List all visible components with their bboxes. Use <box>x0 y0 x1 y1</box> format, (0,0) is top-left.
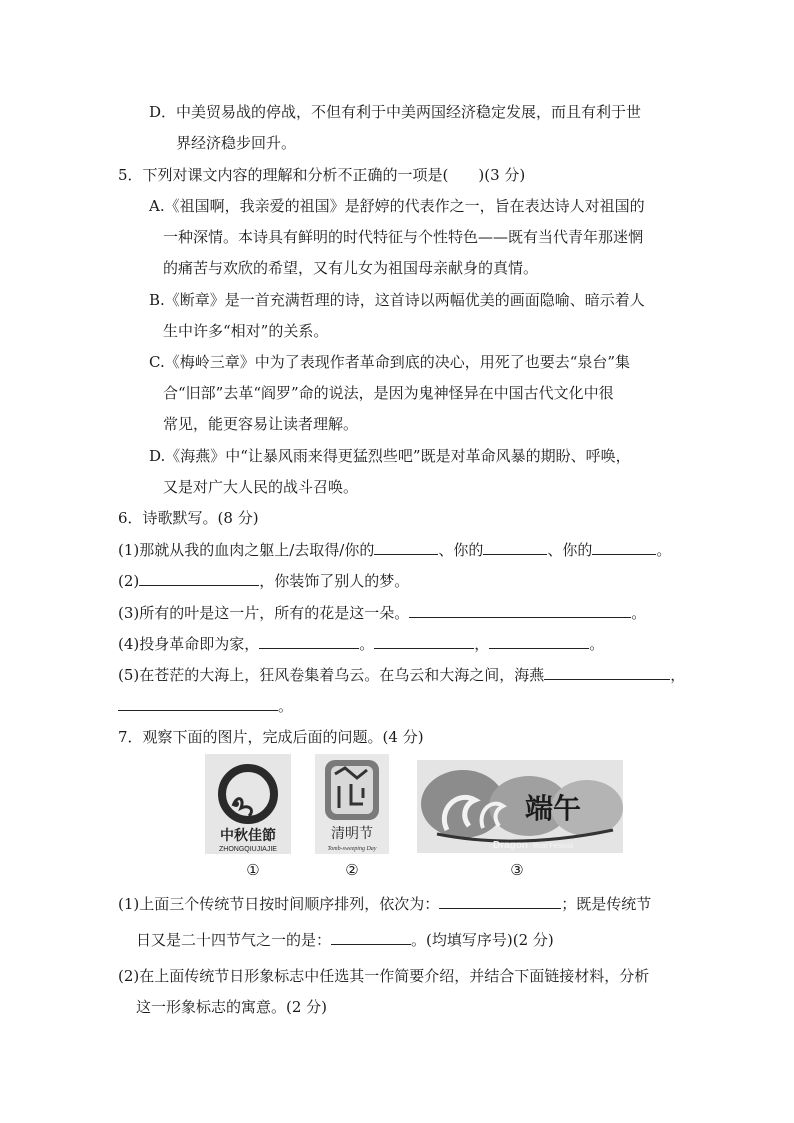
q5-option-d-line-1: D.《海燕》中“让暴风雨来得更猛烈些吧”既是对革命风暴的期盼、呼唤， <box>149 447 631 465</box>
q7-sub-1-text-a: (1)上面三个传统节日按时间顺序排列，依次为： <box>118 895 440 913</box>
seal-icon <box>315 754 389 854</box>
moon-circle-icon <box>205 754 291 854</box>
q6-item-5-text-b: ， <box>670 666 686 684</box>
mid-autumn-logo <box>205 754 291 854</box>
dragon-icon <box>417 760 623 853</box>
q7-sub-1-line-1 <box>118 893 651 914</box>
q5-option-b-line-2: 生中许多“相对”的关系。 <box>163 322 329 340</box>
dragon-boat-logo <box>417 760 623 853</box>
answer-blank[interactable] <box>139 570 259 586</box>
q6-item-2 <box>118 570 409 591</box>
answer-blank[interactable] <box>592 539 656 555</box>
qingming-logo <box>315 754 389 854</box>
logo-2-title: 清明节 <box>331 825 373 841</box>
logo-3-title: 端午 <box>524 792 582 825</box>
q6-item-5-text-c: 。 <box>278 697 294 715</box>
answer-blank[interactable] <box>483 539 547 555</box>
q6-item-5 <box>118 664 685 685</box>
q5-option-c-line-2: 合“旧部”去革“阎罗”命的说法，是因为鬼神怪异在中国古代文化中很 <box>163 384 614 402</box>
answer-blank[interactable] <box>331 929 411 945</box>
logo-2-subtitle: Tomb-sweeping Day <box>327 846 377 852</box>
q6-item-3 <box>118 602 646 623</box>
logo-1-title: 中秋佳節 <box>220 827 276 843</box>
q6-item-4 <box>118 633 604 654</box>
q7-sub-1-line-2 <box>136 929 554 950</box>
q7-sub-1-text-c: 日又是二十四节气之一的是： <box>136 931 332 949</box>
option-d-line-1: D．中美贸易战的停战，不但有利于中美两国经济稳定发展，而且有利于世 <box>149 103 642 121</box>
answer-blank[interactable] <box>374 633 474 649</box>
answer-blank[interactable] <box>544 664 670 680</box>
answer-blank[interactable] <box>409 602 631 618</box>
q6-item-3-text-a: (3)所有的叶是这一片，所有的花是这一朵。 <box>118 604 410 622</box>
q6-item-2-text-b: ，你装饰了别人的梦。 <box>259 572 410 590</box>
question-7-stem: 7．观察下面的图片，完成后面的问题。(4 分) <box>118 728 424 746</box>
logo-3-subtitle-a: Dragon <box>493 840 528 851</box>
q6-item-2-text-a: (2) <box>118 572 140 590</box>
q7-sub-1-text-b: ；既是传统节 <box>561 895 652 913</box>
q5-option-a-line-3: 的痛苦与欢欣的希望，又有儿女为祖国母亲献身的真情。 <box>163 259 539 277</box>
logo-1-number: ① <box>246 861 260 879</box>
question-5-stem: 5．下列对课文内容的理解和分析不正确的一项是( )(3 分) <box>118 166 526 184</box>
answer-blank[interactable] <box>439 893 561 909</box>
q5-option-c-line-1: C.《梅岭三章》中为了表现作者革命到底的决心，用死了也要去“泉台”集 <box>149 353 631 371</box>
answer-blank[interactable] <box>118 695 278 711</box>
logo-1-subtitle: ZHONGQIUJIAJIE <box>219 846 277 853</box>
answer-blank[interactable] <box>489 633 589 649</box>
q6-item-4-text-d: 。 <box>589 635 605 653</box>
q6-item-1-text-a: (1)那就从我的血肉之躯上/去取得/你的 <box>118 541 375 559</box>
q5-option-b-line-1: B.《断章》是一首充满哲理的诗，这首诗以两幅优美的画面隐喻、暗示着人 <box>149 291 645 309</box>
q6-item-5-continued <box>118 695 293 716</box>
q6-item-1-text-b: 、你的 <box>438 541 484 559</box>
q5-option-a-line-1: A.《祖国啊，我亲爱的祖国》是舒婷的代表作之一，旨在表达诗人对祖国的 <box>149 197 645 215</box>
logo-3-number: ③ <box>510 861 524 879</box>
answer-blank[interactable] <box>374 539 438 555</box>
q5-option-d-line-2: 又是对广大人民的战斗召唤。 <box>163 478 359 496</box>
q6-item-1-text-d: 。 <box>656 541 672 559</box>
option-d-line-2: 界经济稳步回升。 <box>176 134 297 152</box>
q7-sub-2-line-1: (2)在上面传统节日形象标志中任选其一作简要介绍，并结合下面链接材料，分析 <box>118 967 650 985</box>
q6-item-1 <box>118 539 671 560</box>
q5-option-a-line-2: 一种深情。本诗具有鲜明的时代特征与个性特色——既有当代青年那迷惘 <box>163 228 644 246</box>
question-6-stem: 6．诗歌默写。(8 分) <box>118 509 259 527</box>
q6-item-4-text-b: 。 <box>359 635 375 653</box>
q6-item-5-text-a: (5)在苍茫的大海上，狂风卷集着乌云。在乌云和大海之间，海燕 <box>118 666 545 684</box>
q6-item-4-text-a: (4)投身革命即为家， <box>118 635 260 653</box>
q7-sub-1-text-d: 。(均填写序号)(2 分) <box>411 931 554 949</box>
q6-item-4-text-c: ， <box>474 635 490 653</box>
q6-item-1-text-c: 、你的 <box>547 541 593 559</box>
logo-2-number: ② <box>345 861 359 879</box>
answer-blank[interactable] <box>259 633 359 649</box>
q7-sub-2-line-2: 这一形象标志的寓意。(2 分) <box>136 998 328 1016</box>
q6-item-3-text-b: 。 <box>631 604 647 622</box>
logo-3-subtitle-b: Boat Festival <box>533 843 574 850</box>
q5-option-c-line-3: 常见，能更容易让读者理解。 <box>163 415 359 433</box>
